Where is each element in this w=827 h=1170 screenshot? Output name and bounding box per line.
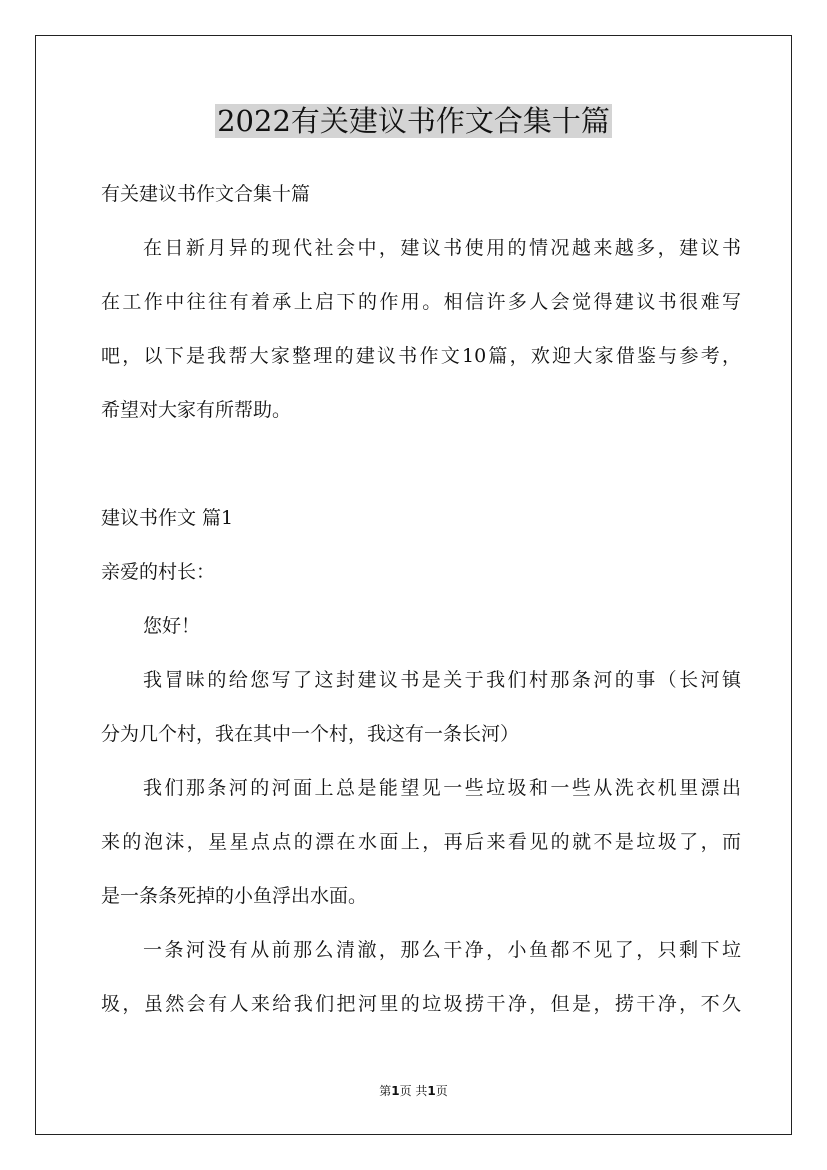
page-footer [0,1082,827,1100]
intro-line-3: 吧，以下是我帮大家整理的建议书作文10篇，欢迎大家借鉴与参考， [101,345,741,367]
body-line-7: 圾，虽然会有人来给我们把河里的垃圾捞干净，但是，捞干净，不久 [101,993,741,1015]
document-title [0,100,827,142]
body-line-2: 分为几个村，我在其中一个村，我这有一条长河） [101,723,520,745]
footer-page-number: 1 [391,1084,400,1098]
footer-prefix: 第 [379,1084,392,1098]
document-title-text: 2022有关建议书作文合集十篇 [217,104,610,138]
document-subtitle: 有关建议书作文合集十篇 [101,183,311,205]
intro-line-4: 希望对大家有所帮助。 [101,399,292,421]
footer-mid: 页 共 [399,1084,428,1098]
intro-line-1: 在日新月异的现代社会中，建议书使用的情况越来越多，建议书 [143,237,741,259]
body-line-3: 我们那条河的河面上总是能望见一些垃圾和一些从洗衣机里漂出 [143,777,741,799]
greeting: 您好！ [143,615,201,637]
footer-total-pages: 1 [427,1084,436,1098]
body-line-1: 我冒昧的给您写了这封建议书是关于我们村那条河的事（长河镇 [143,669,741,691]
body-line-5: 是一条条死掉的小鱼浮出水面。 [101,885,368,907]
salutation: 亲爱的村长： [101,561,216,583]
body-line-4: 来的泡沫，星星点点的漂在水面上，再后来看见的就不是垃圾了，而 [101,831,741,853]
body-line-6: 一条河没有从前那么清澈，那么干净，小鱼都不见了，只剩下垃 [143,939,741,961]
section-heading: 建议书作文 篇1 [101,507,234,529]
intro-line-2: 在工作中往往有着承上启下的作用。相信许多人会觉得建议书很难写 [101,291,741,313]
footer-suffix: 页 [435,1084,448,1098]
